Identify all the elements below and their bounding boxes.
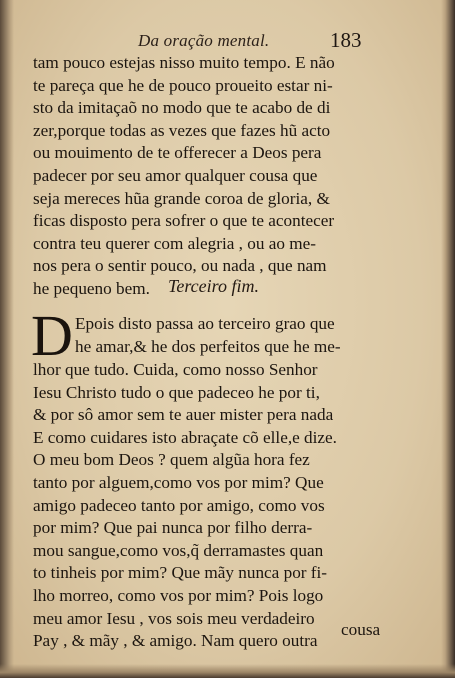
text-line: lhor que tudo. Cuida, como nosso Senhor bbox=[33, 360, 318, 379]
text-line: seja mereces hũa grande coroa de gloria, & bbox=[33, 188, 330, 208]
text-line: tanto por alguem,como vos por mim? Que bbox=[33, 472, 324, 492]
section-heading: Terceiro fim. bbox=[168, 276, 260, 296]
page-gutter-shadow bbox=[0, 0, 14, 678]
text-line: mou sangue,como vos,q̃ derramastes quan bbox=[33, 540, 324, 560]
page-edge-right bbox=[441, 0, 455, 678]
text-line: to tinheis por mim? Que mãy nunca por fi- bbox=[33, 563, 328, 583]
text-line: Epois disto passa ao terceiro grao que bbox=[75, 314, 335, 333]
text-line: amigo padeceo tanto por amigo, como vos bbox=[33, 495, 325, 515]
drop-cap: D bbox=[31, 303, 73, 368]
text-line: padecer por seu amor qualquer cousa que bbox=[33, 165, 318, 185]
text-line: zer,porque todas as vezes que fazes hũ acto bbox=[33, 120, 331, 140]
text-line: por mim? Que pai nunca por filho derra- bbox=[33, 518, 313, 538]
text-line: lho morreo, como vos por mim? Pois logo bbox=[33, 585, 324, 605]
text-line: he amar,& he dos perfeitos que he me- bbox=[75, 336, 341, 356]
text-line: ou mouimento de te offerecer a Deos pera bbox=[33, 143, 322, 163]
page-edge-bottom bbox=[0, 664, 455, 678]
text-line: contra teu querer com alegria , ou ao me- bbox=[33, 233, 316, 253]
text-line: tam pouco estejas nisso muito tempo. E não bbox=[33, 53, 335, 72]
text-line: O meu bom Deos ? quem algũa hora fez bbox=[33, 450, 310, 470]
text-line: Pay , & mãy , & amigo. Nam quero outra bbox=[33, 631, 318, 651]
text-line: E como cuidares isto abraçate cõ elle,e dize. bbox=[33, 427, 337, 447]
paragraph-2-indented bbox=[75, 313, 395, 358]
text-line: sto da imitaçaõ no modo que te acabo de di bbox=[33, 98, 331, 118]
page-number: 183 bbox=[330, 28, 362, 52]
text-line: nos pera o sentir pouco, ou nada , que nam bbox=[33, 256, 327, 276]
text-line: ficas disposto pera sofrer o que te acontecer bbox=[33, 211, 335, 231]
text-line: & por sô amor sem te auer mister pera nada bbox=[33, 405, 334, 425]
running-title: Da oração mental. bbox=[138, 31, 270, 50]
text-line: te pareça que he de pouco proueito estar ni- bbox=[33, 75, 333, 95]
text-line: Iesu Christo tudo o que padeceo he por ti, bbox=[33, 382, 320, 402]
catchword: cousa bbox=[341, 620, 381, 639]
page-header bbox=[30, 28, 370, 54]
text-line: meu amor Iesu , vos sois meu verdadeiro bbox=[33, 608, 315, 628]
paragraph-2 bbox=[33, 359, 393, 653]
paragraph-1 bbox=[33, 52, 393, 301]
text-line: he pequeno bem. bbox=[33, 278, 150, 298]
